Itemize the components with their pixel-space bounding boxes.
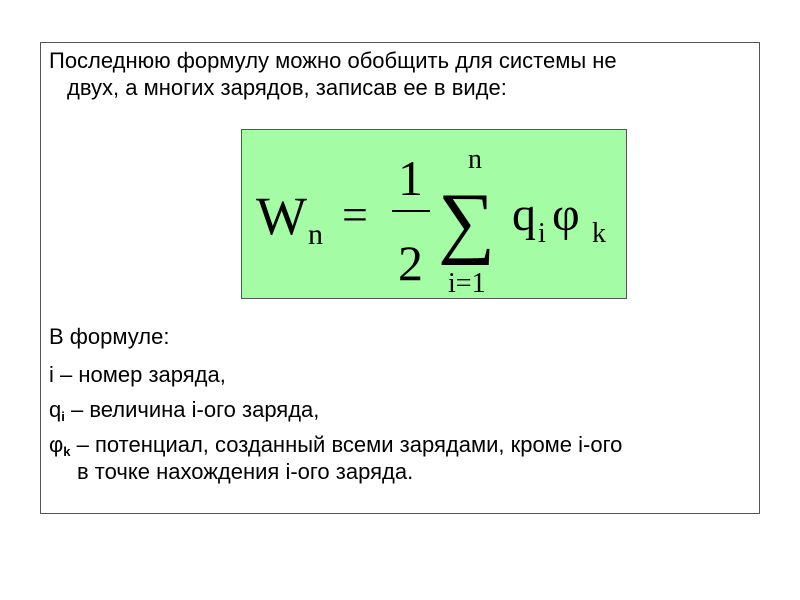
intro-text-line-2: двух, а многих зарядов, записав ее в виде: — [67, 75, 507, 100]
legend-potential-subscript: k — [63, 444, 71, 459]
legend-potential-symbol: φ — [49, 432, 64, 457]
legend-item-charge — [49, 396, 319, 430]
formula-q: q — [512, 188, 536, 241]
legend-potential-continuation: в точке нахождения i-ого заряда. — [77, 459, 414, 484]
legend-charge-symbol: q — [49, 397, 62, 422]
legend-charge-subscript: i — [61, 409, 65, 424]
formula-w: W — [256, 186, 307, 246]
formula-box — [241, 129, 627, 299]
formula-denominator: 2 — [398, 235, 423, 291]
formula-numerator: 1 — [398, 150, 423, 206]
formula-sum-symbol: ∑ — [438, 178, 496, 266]
formula-sum-upper: n — [468, 144, 482, 175]
formula-svg — [242, 130, 628, 300]
legend-heading: В формуле: — [49, 324, 170, 349]
formula-equals: = — [342, 189, 368, 240]
legend-item-index: i – номер заряда, — [49, 362, 226, 387]
legend-potential-text: – потенциал, созданный всеми зарядами, кроме i-ого — [70, 432, 623, 457]
formula-phi-subscript: k — [592, 218, 606, 249]
legend-charge-text: – величина i-ого заряда, — [64, 397, 320, 422]
formula-q-subscript: i — [538, 218, 546, 249]
formula-w-subscript: n — [308, 218, 323, 251]
formula-phi: φ — [552, 188, 580, 241]
formula-sum-lower: i=1 — [448, 268, 486, 299]
intro-text-line-1: Последнюю формулу можно обобщить для системы не — [49, 48, 617, 73]
slide-content-frame — [40, 42, 760, 514]
